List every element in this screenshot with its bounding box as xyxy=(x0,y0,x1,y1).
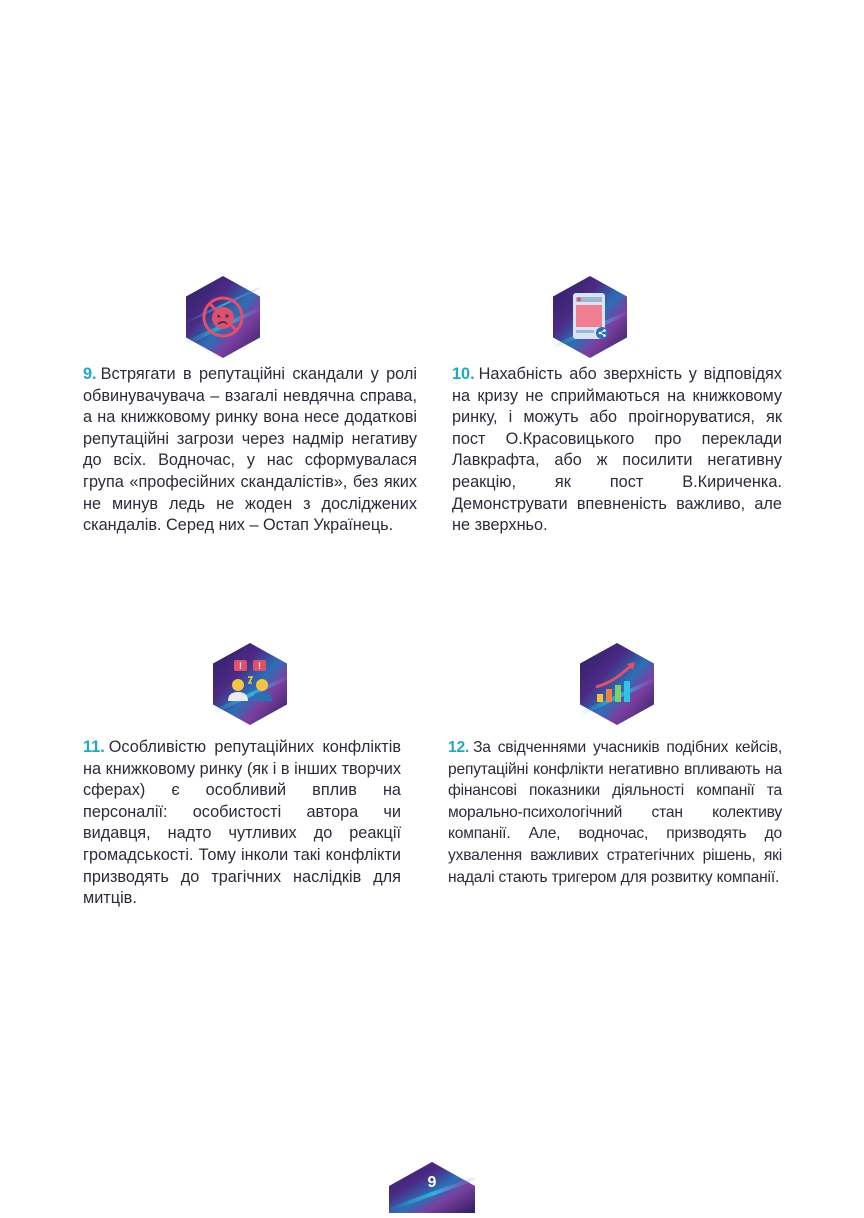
growth-chart-icon xyxy=(580,643,654,725)
svg-text:!: ! xyxy=(258,661,261,671)
item-number: 10. xyxy=(452,365,475,383)
social-post-share-icon xyxy=(553,276,627,358)
page-number: 9 xyxy=(427,1174,437,1191)
list-item xyxy=(452,364,782,537)
item-text: Встрягати в репутаційні скандали у ролі обвинувачувача – взагалі невдячна справа, а на книжковому ринку вона несе додаткові репутаційні загрози через надмір негативу до всіх. Водночас, у нас сформувалася група «професійних скандалістів», без яких не минув ледь не жоден з досліджених скандалів. Серед них – Остап Українець. xyxy=(83,365,417,535)
item-number: 9. xyxy=(83,365,97,383)
svg-text:!: ! xyxy=(239,661,242,671)
list-item xyxy=(448,737,782,888)
item-number: 12. xyxy=(448,739,470,756)
item-text: За свідченнями учасників подібних кейсів, репутаційні конфлікти негативно впливають на фінансові показники діяльності компанії та морально-психологічний стан колективу компанії. Але, водночас, призводять до ухвалення важливих стратегічних рішень, які надалі стають тригером для розвитку компанії. xyxy=(448,739,782,886)
item-number: 11. xyxy=(83,738,105,756)
list-item xyxy=(83,364,417,537)
item-text: Нахабність або зверхність у відповідях на кризу не сприймаються на книжковому ринку, і можуть або проігноруватися, як пост О.Красовицького про переклади Лавкрафта, або ж посилити негативну реакцію, як пост В.Кириченка. Демонструвати впевненість важливо, але не зверхньо. xyxy=(452,365,782,535)
page-number-badge xyxy=(389,1162,475,1213)
list-item xyxy=(83,737,401,910)
angry-face-prohibited-icon xyxy=(186,276,260,358)
item-text: Особливістю репутаційних конфліктів на книжковому ринку (як і в інших творчих сферах) є особливий вплив на персоналії: особистості автора чи видавця, надто чутливих до реакції громадськості. Тому інколи такі конфлікти призводять до трагічних наслідків для митців. xyxy=(83,738,401,908)
people-conflict-icon xyxy=(213,643,287,725)
